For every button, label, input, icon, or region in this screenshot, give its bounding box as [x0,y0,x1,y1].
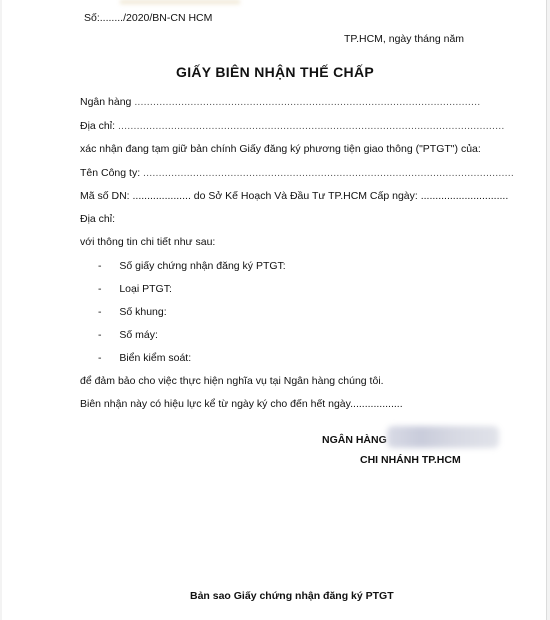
company-label: Tên Công ty: [80,167,141,179]
list-item [98,352,191,365]
address-line [80,120,504,133]
list-bullet: - [98,260,102,272]
list-item-label: Số khung: [119,306,167,318]
list-item [98,260,286,273]
list-item-label: Loại PTGT: [119,283,172,295]
address-2: Địa chỉ: [80,213,116,225]
document-page [2,0,547,620]
list-item [98,306,167,319]
list-item-label: Số giấy chứng nhận đăng ký PTGT: [119,260,286,272]
bank-dots: ............................................................................................................... [134,96,481,108]
validity-text: Biên nhận này có hiệu lực kể từ ngày ký cho đến hết ngày.................. [80,398,403,410]
confirmation-text: xác nhận đang tạm giữ bản chính Giấy đăng ký phương tiện giao thông ("PTGT") của: [80,143,481,155]
document-title: GIẤY BIÊN NHẬN THẾ CHẤP [176,64,374,80]
bank-label: Ngân hàng [80,96,132,108]
footer-caption: Bản sao Giấy chứng nhận đăng ký PTGT [190,590,394,602]
redacted-area [120,0,240,4]
list-item [98,283,172,296]
details-intro: với thông tin chi tiết như sau: [80,236,216,248]
tax-code-line: Mã số DN: .................... do Sở Kế Hoạch Và Đầu Tư TP.HCM Cấp ngày: .............................. [80,190,509,202]
bank-line [80,96,480,109]
document-number: Số:......../2020/BN-CN HCM [84,12,213,24]
list-bullet: - [98,306,102,318]
list-bullet: - [98,329,102,341]
company-line [80,167,514,180]
list-bullet: - [98,283,102,295]
list-item-label: Số máy: [119,329,158,341]
list-item-label: Biển kiểm soát: [119,352,192,364]
guarantee-text: để đảm bảo cho việc thực hiện nghĩa vụ tại Ngân hàng chúng tôi. [80,375,384,387]
company-dots: ....................................................................................................................... [143,167,514,179]
signature-branch: CHI NHÁNH TP.HCM [360,454,461,466]
signature-bank: NGÂN HÀNG [322,434,387,446]
list-bullet: - [98,352,102,364]
address-dots: ............................................................................................................................ [117,120,505,132]
list-item [98,329,158,342]
place-date: TP.HCM, ngày tháng năm [344,33,465,45]
address-label: Địa chỉ: [80,120,116,132]
redacted-bank-name [387,426,499,448]
